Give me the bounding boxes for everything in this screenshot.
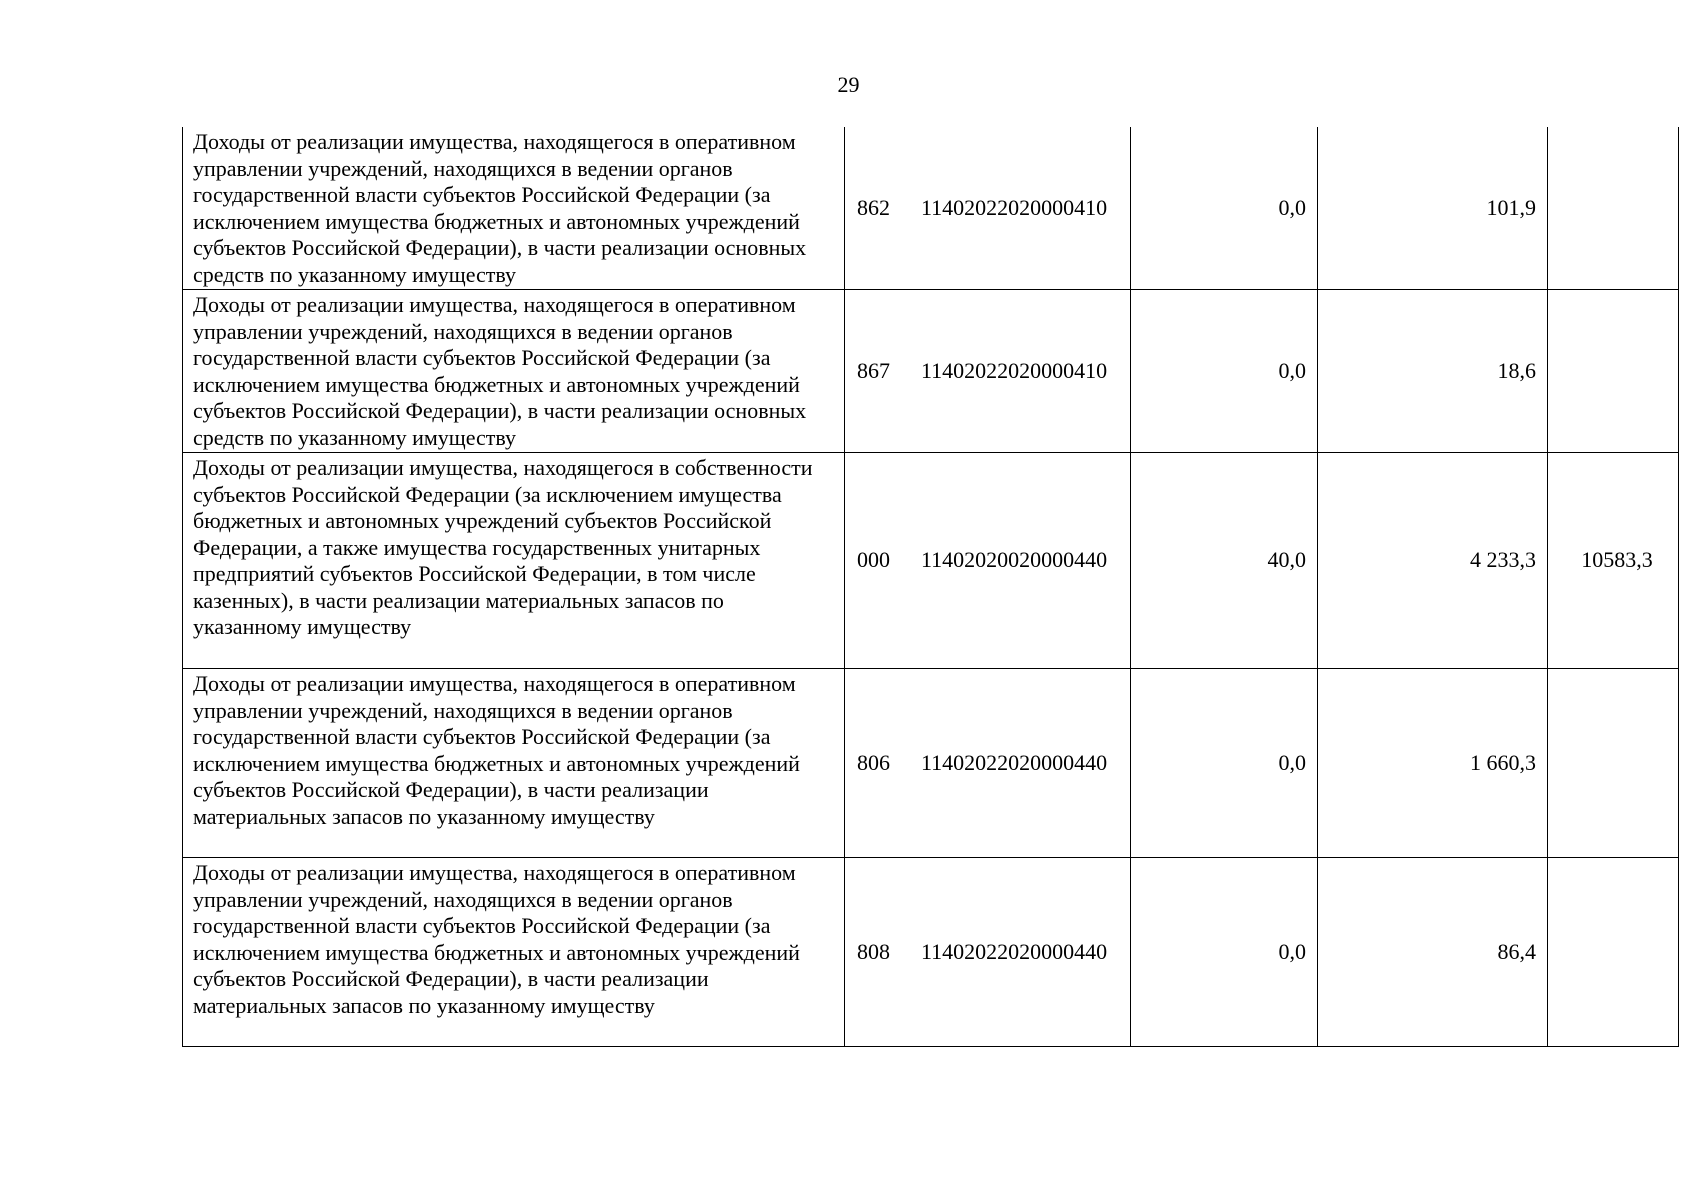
percent-value: [1548, 127, 1679, 290]
page-number: 29: [837, 72, 860, 97]
fact-value: 1 660,3: [1318, 669, 1548, 858]
fact-value: 18,6: [1318, 290, 1548, 453]
admin-code: 000: [857, 547, 890, 573]
kbk-code: 11402022020000410: [921, 357, 1108, 383]
table-row: [183, 127, 1679, 290]
plan-value: 0,0: [1131, 858, 1318, 1047]
admin-code: 806: [857, 749, 890, 775]
table-row: [183, 290, 1679, 453]
fact-value: 86,4: [1318, 858, 1548, 1047]
kbk-code: 11402020020000440: [921, 547, 1108, 573]
revenue-codes: [845, 858, 1131, 1047]
admin-code: 808: [857, 938, 890, 964]
plan-value: 0,0: [1131, 127, 1318, 290]
percent-value: [1548, 290, 1679, 453]
revenue-description: Доходы от реализации имущества, находящегося в собственности субъектов Российской Федерации (за исключением имущества бюджетных и автономных учреждений субъектов Российской Федерации, а также имущества государственных унитарных предприятий субъектов Российской Федерации, в том числе казенных), в части реализации материальных запасов по указанному имуществу: [183, 453, 845, 669]
table-row: [183, 669, 1679, 858]
kbk-code: 11402022020000410: [921, 194, 1108, 220]
table-row: [183, 453, 1679, 669]
revenue-description: Доходы от реализации имущества, находящегося в оперативном управлении учреждений, находящихся в ведении органов государственной власти субъектов Российской Федерации (за исключением имущества бюджетных и автономных учреждений субъектов Российской Федерации), в части реализации основных средств по указанному имуществу: [183, 127, 845, 290]
plan-value: 0,0: [1131, 290, 1318, 453]
revenue-codes: [845, 453, 1131, 669]
revenue-description: Доходы от реализации имущества, находящегося в оперативном управлении учреждений, находящихся в ведении органов государственной власти субъектов Российской Федерации (за исключением имущества бюджетных и автономных учреждений субъектов Российской Федерации), в части реализации материальных запасов по указанному имуществу: [183, 669, 845, 858]
revenue-description: Доходы от реализации имущества, находящегося в оперативном управлении учреждений, находящихся в ведении органов государственной власти субъектов Российской Федерации (за исключением имущества бюджетных и автономных учреждений субъектов Российской Федерации), в части реализации материальных запасов по указанному имуществу: [183, 858, 845, 1047]
plan-value: 0,0: [1131, 669, 1318, 858]
revenue-codes: [845, 669, 1131, 858]
kbk-code: 11402022020000440: [921, 938, 1108, 964]
percent-value: [1548, 669, 1679, 858]
revenue-table: [182, 127, 1679, 1047]
fact-value: 101,9: [1318, 127, 1548, 290]
fact-value: 4 233,3: [1318, 453, 1548, 669]
revenue-codes: [845, 127, 1131, 290]
kbk-code: 11402022020000440: [921, 749, 1108, 775]
revenue-codes: [845, 290, 1131, 453]
plan-value: 40,0: [1131, 453, 1318, 669]
revenue-description: Доходы от реализации имущества, находящегося в оперативном управлении учреждений, находящихся в ведении органов государственной власти субъектов Российской Федерации (за исключением имущества бюджетных и автономных учреждений субъектов Российской Федерации), в части реализации основных средств по указанному имуществу: [183, 290, 845, 453]
admin-code: 862: [857, 194, 890, 220]
admin-code: 867: [857, 357, 890, 383]
table-row: [183, 858, 1679, 1047]
percent-value: [1548, 858, 1679, 1047]
percent-value: 10583,3: [1548, 453, 1679, 669]
